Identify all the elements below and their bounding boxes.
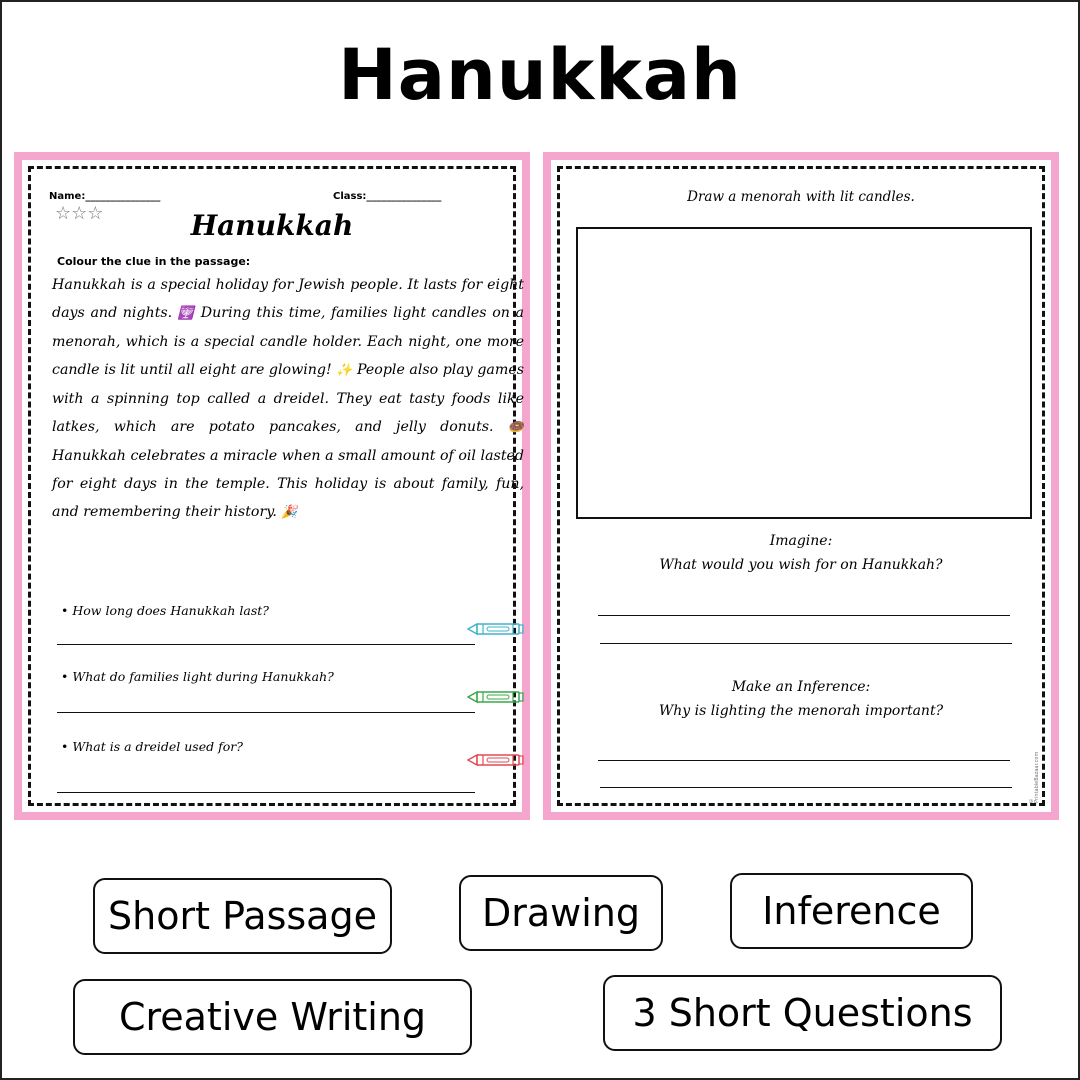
question-3-text: What is a dreidel used for? bbox=[72, 739, 243, 754]
question-2-text: What do families light during Hanukkah? bbox=[72, 669, 334, 684]
passage-text: People also play games with a spinning top called a dreidel. They eat tasty foods like latkes, which are potato pancakes, and jelly donuts. bbox=[52, 362, 525, 435]
writing-line bbox=[600, 787, 1012, 788]
inference-label: Make an Inference: bbox=[731, 679, 871, 695]
answer-line-1 bbox=[57, 644, 475, 645]
draw-prompt: Draw a menorah with lit candles. bbox=[687, 189, 915, 205]
writing-line bbox=[600, 643, 1012, 644]
passage-text: During this time, families light candles on a menorah, which is a special candle holder. Each night, one more candle is lit until all eight are glowing! bbox=[52, 305, 525, 378]
main-title: Hanukkah bbox=[338, 34, 742, 116]
inference-question: Why is lighting the menorah important? bbox=[658, 703, 944, 719]
tag-short-passage: Short Passage bbox=[93, 878, 392, 954]
tag-creative-writing: Creative Writing bbox=[73, 979, 472, 1055]
name-field: Name:_______________ bbox=[49, 191, 161, 202]
imagine-label: Imagine: bbox=[769, 533, 833, 549]
tag-inference: Inference bbox=[730, 873, 973, 949]
crayon-blue-icon bbox=[467, 621, 525, 637]
imagine-question: What would you wish for on Hanukkah? bbox=[659, 557, 943, 573]
passage-text: Hanukkah celebrates a miracle when a small amount of oil lasted for eight days in the temple. This holiday is about family, fun, and remembering their history. bbox=[52, 448, 524, 520]
drawing-box bbox=[576, 227, 1032, 519]
writing-line bbox=[598, 760, 1010, 761]
passage-emoji-icon: 🍩 bbox=[507, 420, 524, 435]
tag-drawing: Drawing bbox=[459, 875, 663, 951]
worksheet-title: Hanukkah bbox=[190, 209, 354, 242]
class-field: Class:_______________ bbox=[333, 191, 442, 202]
worksheet-page-drawing bbox=[543, 152, 1059, 820]
tag-short-questions: 3 Short Questions bbox=[603, 975, 1002, 1051]
question-2: • What do families light during Hanukkah? bbox=[61, 669, 334, 684]
passage-emoji-icon: 🕎 bbox=[177, 306, 196, 321]
worksheet-page-passage bbox=[14, 152, 530, 820]
passage-text: Hanukkah is a special holiday for Jewish people. It lasts for eight days and nights. bbox=[52, 277, 524, 321]
question-1-text: How long does Hanukkah last? bbox=[72, 603, 269, 618]
instruction-text: Colour the clue in the passage: bbox=[57, 255, 251, 268]
passage-emoji-icon: 🎉 bbox=[281, 505, 298, 520]
writing-line bbox=[598, 615, 1010, 616]
rating-stars-icon: ☆☆☆ bbox=[55, 203, 104, 224]
answer-line-2 bbox=[57, 712, 475, 713]
dashed-border bbox=[557, 166, 1045, 806]
question-3: • What is a dreidel used for? bbox=[61, 739, 243, 754]
crayon-green-icon bbox=[467, 689, 525, 705]
crayon-red-icon bbox=[467, 752, 525, 768]
passage-emoji-icon: ✨ bbox=[336, 363, 353, 378]
reading-passage bbox=[52, 271, 524, 527]
watermark: © PrintableBazaar.com bbox=[1028, 751, 1040, 803]
question-1: • How long does Hanukkah last? bbox=[61, 603, 269, 618]
answer-line-3 bbox=[57, 792, 475, 793]
dashed-border bbox=[28, 166, 525, 806]
